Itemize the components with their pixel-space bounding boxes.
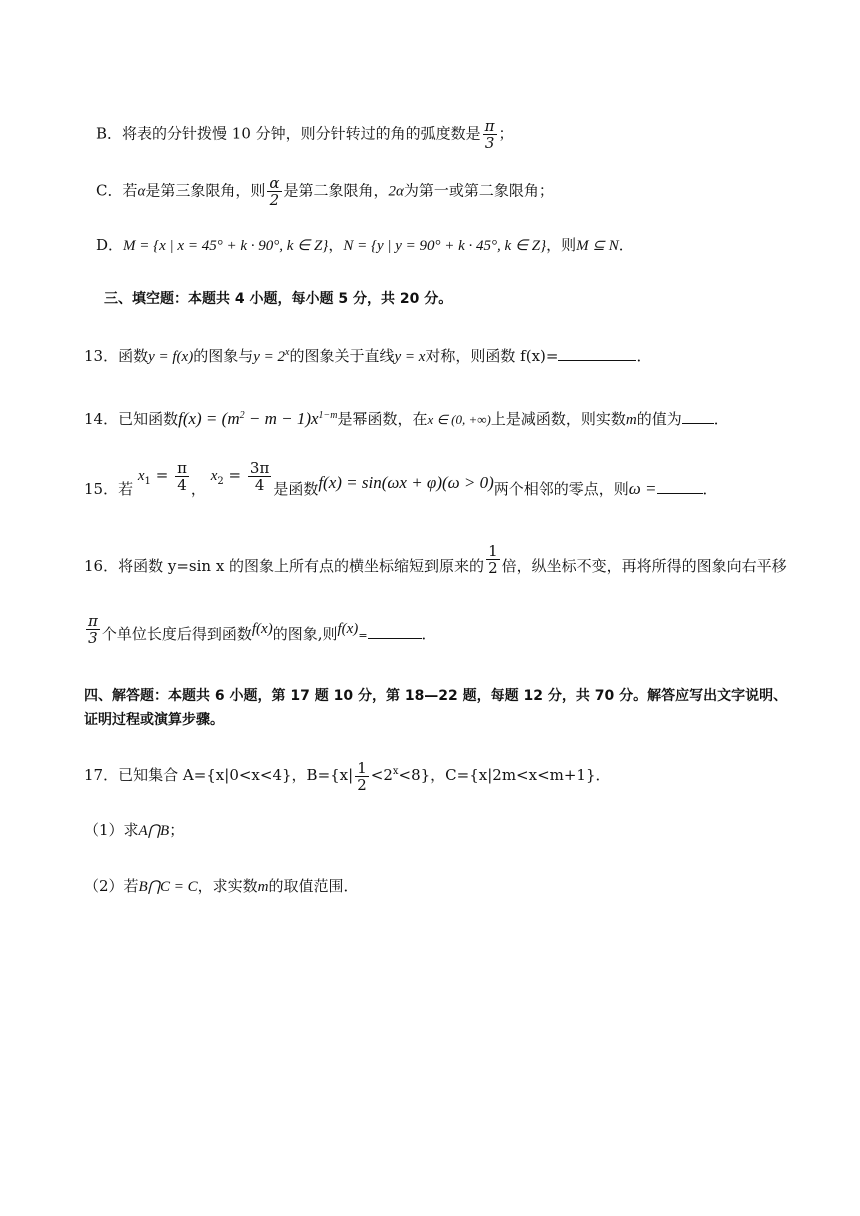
option-d-mid: ，则 bbox=[546, 236, 577, 254]
q17-suffix: <8}，C={x|2m<x<m+1}． bbox=[398, 766, 611, 784]
q17-1-expr: A⋂B bbox=[138, 823, 170, 839]
frac-den: 2 bbox=[357, 775, 367, 794]
frac-num: 1 bbox=[488, 541, 498, 560]
option-d-sep: ， bbox=[328, 236, 344, 254]
q14-expr: f(x) = (m bbox=[178, 409, 240, 428]
q15-x1-sub: 1 bbox=[144, 476, 151, 487]
option-d-conclusion: M ⊆ N bbox=[576, 238, 619, 254]
q14-domain: x ∈ (0, +∞) bbox=[427, 412, 491, 427]
q16-fraction-half bbox=[486, 543, 500, 576]
q17-1-prefix: （1）求 bbox=[84, 821, 139, 839]
q16-mid2: 的图象,则 bbox=[272, 625, 338, 643]
option-b-fraction bbox=[483, 118, 497, 151]
q15-prefix: 15．若 bbox=[84, 480, 134, 498]
q17-prefix: 17．已知集合 A={x|0<x<4}，B={x| bbox=[84, 766, 354, 784]
q13-expr2-sup: x bbox=[285, 347, 290, 358]
question-17-part-2 bbox=[84, 876, 359, 897]
question-16 bbox=[84, 541, 787, 586]
frac-den: 4 bbox=[254, 475, 265, 494]
q17-sup: x bbox=[392, 766, 399, 777]
option-c-mid1: 是第三象限角，则 bbox=[145, 181, 266, 200]
q15-eq2: = bbox=[228, 466, 242, 484]
q13-mid2: 的图象关于直线 bbox=[289, 347, 395, 365]
q15-suffix: ． bbox=[702, 480, 718, 498]
q15-x2-sub: 2 bbox=[217, 476, 224, 487]
question-17-part-1 bbox=[84, 820, 184, 841]
two-alpha-symbol: 2α bbox=[388, 183, 404, 200]
q15-mid2: 两个相邻的零点，则 bbox=[493, 480, 629, 498]
q17-1-suffix: ； bbox=[169, 821, 185, 839]
q15-answer-blank[interactable] bbox=[657, 479, 703, 494]
q15-x1: x bbox=[137, 468, 145, 484]
q15-mid: 是函数 bbox=[273, 480, 319, 498]
set-m: M = {x | x = 45° + k · 90°, k ∈ Z} bbox=[123, 238, 329, 254]
option-c-suffix: 为第一或第二象限角； bbox=[403, 181, 554, 200]
q16-prefix: 16．将函数 y=sin x 的图象上所有点的横坐标缩短到原来的 bbox=[84, 557, 485, 575]
q15-x2: x bbox=[210, 468, 218, 484]
q17-2-suffix: 的取值范围． bbox=[268, 877, 359, 895]
q16-answer-blank[interactable] bbox=[368, 624, 422, 639]
q13-period: ． bbox=[636, 347, 652, 365]
q13-mid1: 的图象与 bbox=[193, 347, 254, 365]
q16-eq: = bbox=[358, 629, 368, 642]
set-n: N = {y | y = 90° + k · 45°, k ∈ Z} bbox=[343, 238, 547, 254]
q13-prefix: 13．函数 bbox=[84, 347, 149, 365]
option-c-prefix: C．若 bbox=[96, 181, 138, 200]
option-b bbox=[96, 118, 514, 151]
question-16-cont bbox=[84, 611, 437, 656]
q15-eq1: = bbox=[155, 466, 169, 484]
frac-den: 2 bbox=[488, 558, 498, 577]
q14-mid2: 上是减函数，则实数 bbox=[490, 410, 626, 428]
q16-suffix2: ． bbox=[421, 625, 437, 643]
option-b-suffix: ； bbox=[498, 124, 514, 143]
option-d bbox=[96, 235, 634, 256]
q14-prefix: 14．已知函数 bbox=[84, 410, 179, 428]
frac-num: π bbox=[177, 458, 187, 477]
q13-expr1: y = f(x) bbox=[148, 349, 194, 365]
q15-x2-group bbox=[211, 458, 274, 499]
q17-fraction-half bbox=[355, 760, 369, 793]
q14-var: m bbox=[625, 412, 637, 428]
option-b-text: B．将表的分针拨慢 10 分钟，则分针转过的角的弧度数是 bbox=[96, 124, 481, 143]
q14-suffix: 的值为 bbox=[636, 410, 682, 428]
frac-num: 3π bbox=[249, 458, 270, 477]
q14-answer-blank[interactable] bbox=[682, 409, 714, 424]
q17-2-var: m bbox=[257, 879, 269, 895]
q14-mid1: 是幂函数，在 bbox=[337, 410, 428, 428]
q15-sep: ， bbox=[190, 480, 206, 498]
q17-2-prefix: （2）若 bbox=[84, 877, 139, 895]
q15-frac2 bbox=[248, 460, 271, 493]
q14-expr2: − m − 1)x bbox=[244, 409, 319, 428]
q16-fx2: f(x) bbox=[337, 621, 359, 637]
frac-num: π bbox=[484, 117, 495, 135]
q17-2-mid: ，求实数 bbox=[197, 877, 258, 895]
q16-fx: f(x) bbox=[251, 621, 273, 637]
frac-den: 3 bbox=[484, 134, 495, 152]
q17-mid: <2 bbox=[370, 766, 393, 784]
option-c-mid2: 是第二象限角， bbox=[283, 181, 389, 200]
q15-frac1 bbox=[175, 460, 189, 493]
q14-sup2: 2 bbox=[239, 410, 245, 421]
q13-answer-blank[interactable] bbox=[558, 346, 636, 361]
q14-period: ． bbox=[713, 410, 729, 428]
frac-den: 2 bbox=[269, 191, 280, 209]
question-17 bbox=[84, 752, 611, 795]
q16-fraction-pi3 bbox=[86, 613, 100, 646]
q14-sup3: 1−m bbox=[318, 410, 338, 421]
q13-expr2: y = 2 bbox=[253, 349, 285, 365]
section-4-heading-cont: 证明过程或演算步骤。 bbox=[84, 712, 224, 728]
option-c bbox=[96, 175, 554, 208]
q13-suffix: 对称，则函数 f(x)= bbox=[425, 347, 559, 365]
frac-den: 3 bbox=[88, 628, 98, 647]
q17-2-expr: B⋂C = C bbox=[138, 879, 198, 895]
frac-num: π bbox=[88, 611, 98, 630]
q16-mid: 个单位长度后得到函数 bbox=[101, 625, 252, 643]
option-c-fraction bbox=[267, 175, 281, 208]
q15-expr: f(x) = sin(ωx + φ)(ω > 0) bbox=[318, 473, 494, 492]
frac-num: α bbox=[269, 174, 280, 192]
q15-omega: ω = bbox=[628, 479, 657, 498]
section-3-heading: 三、填空题：本题共 4 小题，每小题 5 分，共 20 分。 bbox=[104, 291, 453, 307]
question-13 bbox=[84, 343, 651, 367]
alpha-symbol: α bbox=[137, 183, 146, 200]
section-4-heading: 四、解答题：本题共 6 小题，第 17 题 10 分，第 18—22 题，每题 12 分，共 70 分。解答应写出文字说明、 bbox=[84, 688, 788, 704]
option-d-suffix: ． bbox=[618, 236, 634, 254]
q13-expr3: y = x bbox=[394, 349, 426, 365]
q16-suffix: 倍，纵坐标不变，再将所得的图象向右平移 bbox=[501, 557, 787, 575]
frac-num: 1 bbox=[357, 758, 367, 777]
option-d-prefix: D． bbox=[96, 236, 124, 254]
frac-den: 4 bbox=[177, 475, 187, 494]
q15-x1-group bbox=[138, 458, 191, 499]
question-14 bbox=[84, 406, 729, 430]
